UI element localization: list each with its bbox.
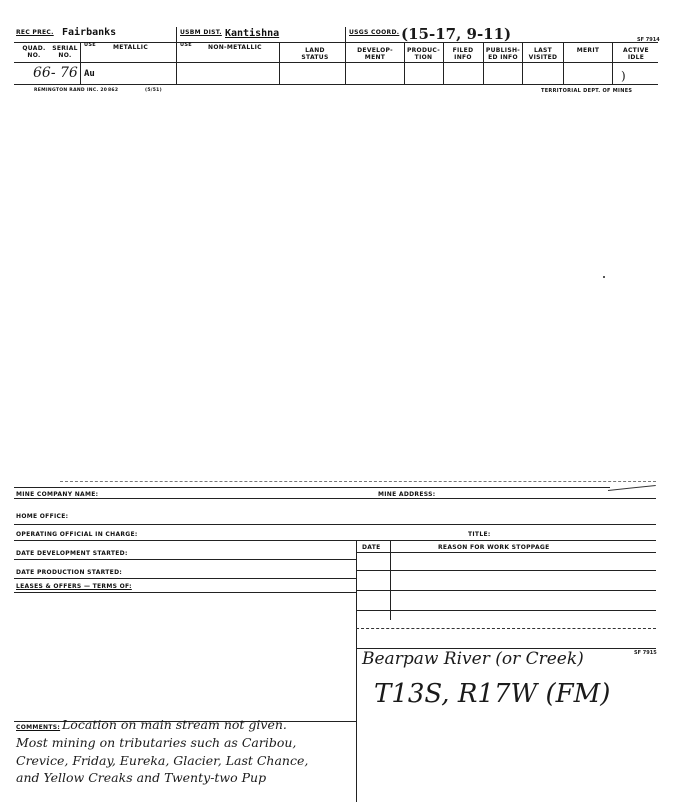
reason-work-stoppage-header: REASON FOR WORK STOPPAGE — [438, 544, 550, 551]
remington-footer: REMINGTON RAND INC. 20 — [34, 88, 108, 93]
quad-no-header: QUAD. NO. — [22, 45, 46, 59]
published-info-header: PUBLISH- ED INFO — [485, 47, 521, 61]
filed-info-header: FILED INFO — [452, 47, 474, 61]
date-production-started-label: DATE PRODUCTION STARTED: — [16, 569, 123, 576]
quad-serial-entry: 66- 76 — [33, 65, 78, 81]
location-handwritten-line2: T13S, R17W (FM) — [374, 679, 611, 709]
metallic-entry: Au — [84, 69, 95, 79]
comments-line-2: Most mining on tributaries such as Caribou, — [16, 735, 297, 750]
production-header: PRODUC- TION — [406, 47, 441, 61]
date-column-header: DATE — [362, 544, 381, 551]
top-form-number: SF 7914 — [637, 37, 660, 43]
metallic-header: METALLIC — [113, 44, 149, 51]
top-card-header-rule — [14, 42, 658, 43]
usgs-coord-label: USGS COORD. — [349, 29, 400, 36]
date-development-started-label: DATE DEVELOPMENT STARTED: — [16, 550, 128, 557]
usbm-dist-label: USBM DIST. — [180, 29, 222, 36]
use-metallic-header: USE — [84, 42, 96, 48]
territorial-footer: TERRITORIAL DEPT. OF MINES — [541, 88, 633, 94]
bottom-form-number: SF 7915 — [634, 650, 657, 656]
usgs-coord-value: (15-17, 9-11) — [401, 25, 512, 43]
home-office-label: HOME OFFICE: — [16, 513, 69, 520]
usbm-dist-value: Kantishna — [225, 28, 280, 39]
active-idle-header: ACTIVE IDLE — [623, 47, 649, 61]
top-card-column-rule — [14, 62, 658, 63]
serial-no-header: SERIAL NO. — [52, 45, 78, 59]
scan-speck — [603, 276, 605, 278]
merit-header: MERIT — [576, 47, 600, 54]
comments-label: COMMENTS: — [16, 724, 61, 731]
footer-code-2: (5/51) — [145, 88, 162, 93]
rec-prec-label: REC PREC. — [16, 29, 54, 36]
footer-code-1: 862 — [108, 88, 119, 93]
active-idle-mark: ) — [621, 69, 626, 83]
title-label: TITLE: — [468, 531, 491, 538]
non-metallic-header: NON-METALLIC — [208, 44, 262, 51]
comments-line-4: and Yellow Creaks and Twenty-two Pup — [16, 770, 267, 785]
rec-prec-value: Fairbanks — [62, 27, 117, 38]
mine-company-name-label: MINE COMPANY NAME: — [16, 491, 99, 498]
operating-official-label: OPERATING OFFICIAL IN CHARGE: — [16, 531, 138, 538]
use-nonmetallic-header: USE — [180, 42, 192, 48]
top-card-bottom-rule — [14, 84, 658, 85]
land-status-header: LAND STATUS — [301, 47, 329, 61]
comments-line-3: Crevice, Friday, Eureka, Glacier, Last Chance, — [16, 753, 309, 768]
development-header: DEVELOP- MENT — [357, 47, 393, 61]
leases-offers-label: LEASES & OFFERS — TERMS OF: — [16, 583, 132, 590]
mine-address-label: MINE ADDRESS: — [378, 491, 436, 498]
last-visited-header: LAST VISITED — [528, 47, 558, 61]
location-handwritten-line1: Bearpaw River (or Creek) — [362, 649, 584, 669]
comments-line-1: Location on main stream not given. — [62, 717, 287, 732]
